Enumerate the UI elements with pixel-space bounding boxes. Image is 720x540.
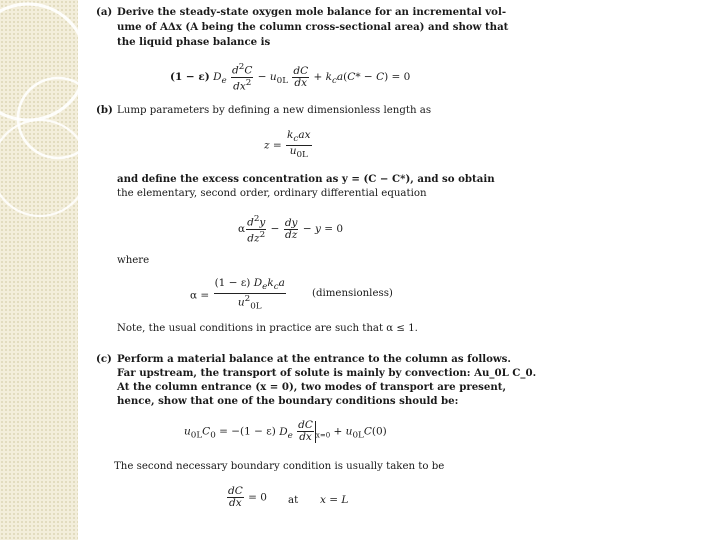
part-b-line3: the elementary, second order, ordinary differential equation — [117, 188, 427, 199]
part-c-line5: The second necessary boundary condition is usually taken to be — [114, 461, 445, 472]
x-equals-l: x = L — [320, 494, 349, 506]
part-b-line2: and define the excess concentration as y = (C − C*), and so obtain — [117, 173, 495, 185]
part-a-line3: the liquid phase balance is — [117, 36, 271, 48]
part-c-line1: Perform a material balance at the entrance to the column as follows. — [117, 353, 511, 365]
document-page — [96, 0, 537, 540]
part-c-line3: At the column entrance (x = 0), two modes of transport are present, — [117, 381, 507, 393]
exit-boundary-condition: $\frac{dC}{dx}$ = 0 — [228, 485, 267, 509]
part-b-line1: Lump parameters by defining a new dimensionless length as — [117, 105, 432, 116]
at-word: at — [288, 495, 299, 506]
alpha-condition-note: Note, the usual conditions in practice are such that α ≤ 1. — [117, 323, 418, 334]
ring-decoration-icon — [0, 0, 78, 540]
part-b-label: (b) — [96, 104, 113, 116]
ode-equation: α $\frac{d^2y}{dz^2}$ − $\frac{dy}{dz}$ − y = 0 — [238, 214, 344, 244]
alpha-definition: α = $\frac{(1 - \varepsilon) D_ek_ca}{u^2_{0L}}$ — [190, 277, 285, 312]
part-a-line2: ume of AΔx (A being the column cross-sectional area) and show that — [117, 21, 509, 33]
part-a-line1: Derive the steady-state oxygen mole balance for an incremental vol- — [117, 6, 507, 18]
part-c-line4: hence, show that one of the boundary conditions should be: — [117, 395, 459, 407]
liquid-balance-equation: (1 − ε) $D_e$ $\frac{d^2C}{dx^2}$ − $u_{0L}$ $\frac{dC}{dx}$ + $k_ca(C* - C) = 0$ — [170, 62, 411, 92]
part-c-line2: Far upstream, the transport of solute is mainly by convection: Au_0L C_0. — [117, 367, 537, 379]
entrance-boundary-condition: $u_{0L}C_0 = -(1 - \varepsilon)$ $D_e$ $\frac{dC}{dx}$ $_{x=0} + u_{0L}C(0)$ — [184, 419, 387, 443]
z-definition: z = $\frac{k_cax}{u_{0L}}$ — [264, 129, 311, 161]
where-label: where — [117, 255, 150, 266]
part-c-label: (c) — [96, 353, 112, 365]
dimensionless-note: (dimensionless) — [312, 288, 393, 299]
part-a-label: (a) — [96, 6, 113, 18]
decorative-sidebar — [0, 0, 78, 540]
